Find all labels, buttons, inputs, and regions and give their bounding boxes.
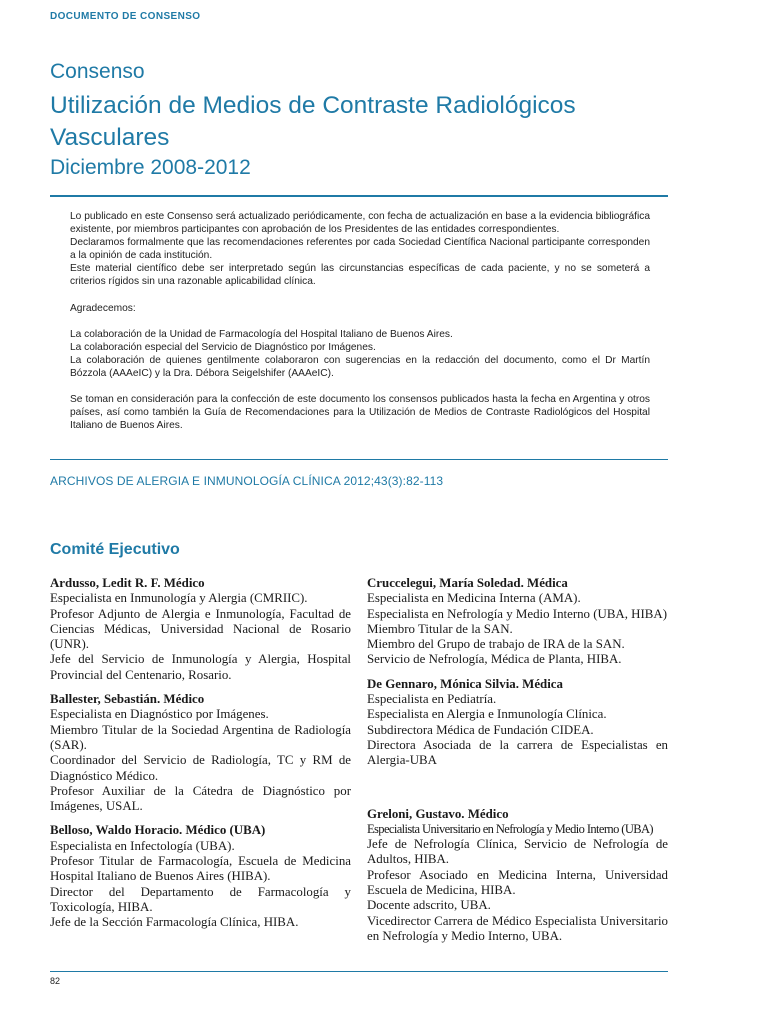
member-role: Especialista en Medicina Interna (AMA). xyxy=(367,591,581,606)
disclaimer-p4: Agradecemos: xyxy=(70,302,136,314)
member-entry xyxy=(50,692,351,814)
disclaimer-p2: Declaramos formalmente que las recomendaciones referentes por cada Sociedad Científica Nacional participante corresponden a la opinión de cada institución. xyxy=(70,237,650,262)
member-name: Ardusso, Ledit R. F. Médico xyxy=(50,576,205,590)
member-role: Especialista en Pediatría. xyxy=(367,692,497,707)
member-role: Coordinador del Servicio de Radiología, TC y RM de Diagnóstico Médico. xyxy=(50,753,351,783)
member-role: Miembro Titular de la Sociedad Argentina de Radiología (SAR). xyxy=(50,722,351,752)
member-role: Especialista en Infectología (UBA). xyxy=(50,838,235,853)
member-role: Profesor Auxiliar de la Cátedra de Diagnóstico por Imágenes, USAL. xyxy=(50,783,351,814)
member-role: Profesor Titular de Farmacología, Escuela de Medicina Hospital Italiano de Buenos Aires (HIBA). xyxy=(50,854,351,884)
member-name: Belloso, Waldo Horacio. Médico (UBA) xyxy=(50,823,266,838)
doc-date: Diciembre 2008-2012 xyxy=(50,156,251,179)
member-role: Especialista Universitario en Nefrología y Medio Interno (UBA) xyxy=(367,821,653,836)
member-role: Vicedirector Carrera de Médico Especialista Universitario en Nefrología y Medio Interno, UBA. xyxy=(367,913,668,943)
disclaimer-p3: Este material científico debe ser interpretado según las circunstancias específicas de cada paciente, y no se someterá a criterios rígidos sin una razonable aplicabilidad clínica. xyxy=(70,263,650,288)
disclaimer-p6: La colaboración especial del Servicio de Diagnóstico por Imágenes. xyxy=(70,341,376,353)
member-entry xyxy=(50,823,351,930)
disclaimer-p5: La colaboración de la Unidad de Farmacología del Hospital Italiano de Buenos Aires. xyxy=(70,328,453,340)
spacer xyxy=(70,289,650,302)
disclaimer-rule xyxy=(50,459,668,460)
member-role: Servicio de Nefrología, Médica de Planta, HIBA. xyxy=(367,652,622,667)
member-role: Profesor Asociado en Medicina Interna, Universidad Escuela de Medicina, HIBA. xyxy=(367,867,668,898)
member-role: Especialista en Inmunología y Alergia (CMRIIC). xyxy=(50,591,308,606)
header-rule xyxy=(50,195,668,197)
spacer xyxy=(70,315,650,328)
disclaimer-p1: Lo publicado en este Consenso será actualizado periódicamente, con fecha de actualización en base a la evidencia bibliográfica existente, por miembros participantes con aprobación de los Presidentes de las entidades correspondientes. xyxy=(70,211,650,236)
disclaimer-block xyxy=(70,210,650,432)
member-entry xyxy=(367,677,668,769)
member-role: Miembro Titular de la SAN. xyxy=(367,621,513,636)
member-role: Especialista en Nefrología y Medio Interno (UBA, HIBA) xyxy=(367,606,667,621)
member-role: Profesor Adjunto de Alergia e Inmunología, Facultad de Ciencias Médicas, Universidad Nacional de Rosario (UNR). xyxy=(50,606,351,652)
member-name: De Gennaro, Mónica Silvia. Médica xyxy=(367,676,563,691)
member-role: Especialista en Alergia e Inmunología Clínica. xyxy=(367,707,607,722)
section-tag: DOCUMENTO DE CONSENSO xyxy=(50,11,201,22)
member-role: Docente adscrito, UBA. xyxy=(367,898,491,913)
member-name: Cruccelegui, María Soledad. Médica xyxy=(367,576,568,590)
members-right-column xyxy=(367,576,668,953)
member-entry xyxy=(367,807,668,945)
spacer xyxy=(70,380,650,393)
doc-kicker: Consenso xyxy=(50,60,145,83)
member-role: Jefe de Nefrología Clínica, Servicio de Nefrología de Adultos, HIBA. xyxy=(367,837,668,867)
member-role: Subdirectora Médica de Fundación CIDEA. xyxy=(367,722,594,737)
disclaimer-p8: Se toman en consideración para la confección de este documento los consensos publicados hasta la fecha en Argentina y otros países, así como también la Guía de Recomendaciones para la Utilización de Medios de Contraste Radiológicos del Hospital Italiano de Buenos Aires. xyxy=(70,394,650,432)
footer-rule xyxy=(50,971,668,972)
member-role: Directora Asociada de la carrera de Especialistas en Alergia-UBA xyxy=(367,737,668,768)
doc-title: Utilización de Medios de Contraste Radiológicos Vasculares xyxy=(50,92,576,151)
journal-citation: ARCHIVOS DE ALERGIA E INMUNOLOGÍA CLÍNICA 2012;43(3):82-113 xyxy=(50,474,444,488)
member-name: Greloni, Gustavo. Médico xyxy=(367,806,509,821)
member-entry xyxy=(50,576,351,683)
member-role: Miembro del Grupo de trabajo de IRA de la SAN. xyxy=(367,637,625,652)
members-left-column xyxy=(50,576,351,940)
comite-heading: Comité Ejecutivo xyxy=(50,541,180,558)
member-entry xyxy=(367,576,668,668)
member-name: Ballester, Sebastián. Médico xyxy=(50,692,205,707)
member-role: Jefe del Servicio de Inmunología y Alergia, Hospital Provincial del Centenario, Rosario. xyxy=(50,652,351,682)
member-role: Jefe de la Sección Farmacología Clínica, HIBA. xyxy=(50,915,299,930)
page-number: 82 xyxy=(50,976,61,986)
disclaimer-p7: La colaboración de quienes gentilmente colaboraron con sugerencias en la redacción del documento, como el Dr Martín Bózzola (AAAeIC) y la Dra. Débora Seigelshifer (AAAeIC). xyxy=(70,354,650,379)
member-role: Especialista en Diagnóstico por Imágenes. xyxy=(50,707,269,722)
member-role: Director del Departamento de Farmacología y Toxicología, HIBA. xyxy=(50,884,351,914)
